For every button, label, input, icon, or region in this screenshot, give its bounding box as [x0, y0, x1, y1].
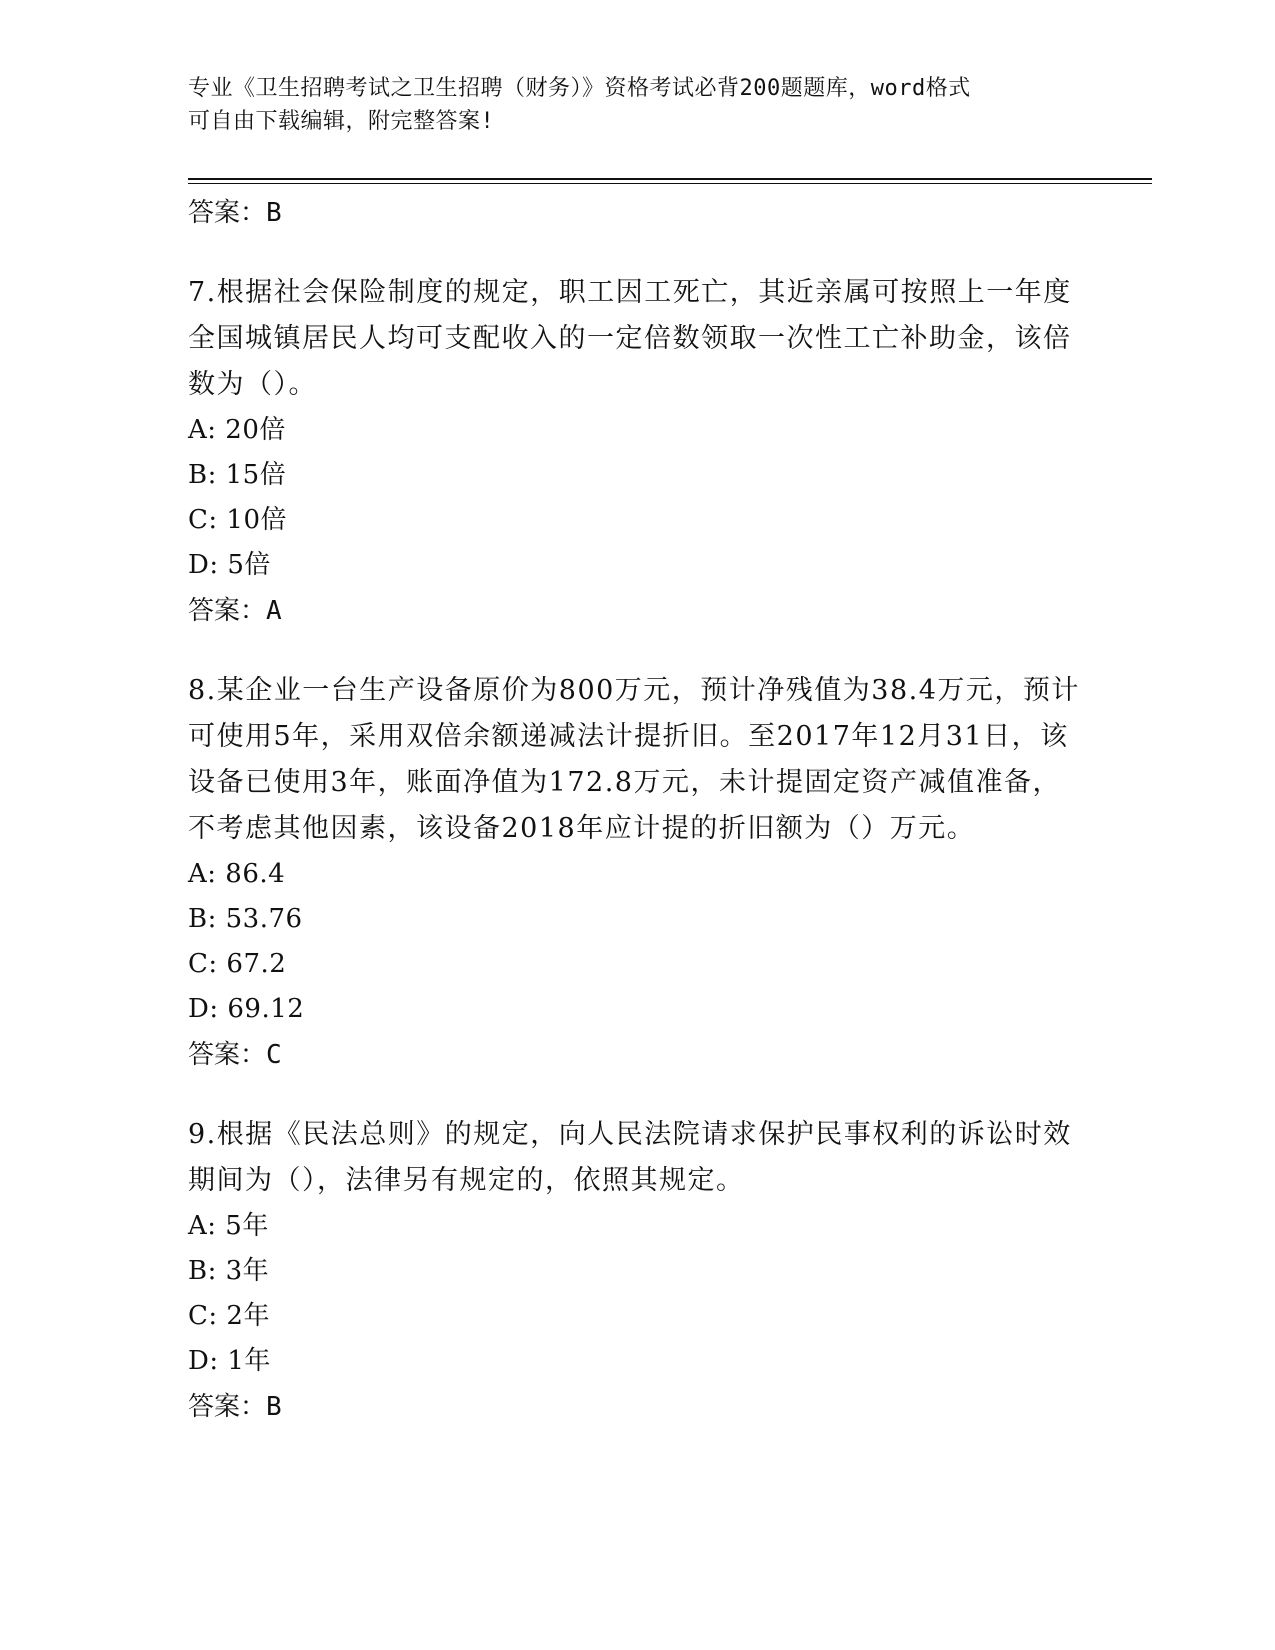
answer: 答案：B — [188, 1392, 282, 1422]
option-c: C: 67.2 — [188, 949, 287, 979]
question-stem: 8.某企业一台生产设备原价为800万元，预计净残值为38.4万元，预计可使用5年，采用双倍余额递减法计提折旧。至2017年12月31日，该设备已使用3年，账面净值为172.8万元，未计提固定资产减值准备，不考虑其他因素，该设备2018年应计提的折旧额为（）万元。 — [188, 675, 1080, 844]
header-divider-thin — [188, 183, 1152, 184]
option-b: B: 53.76 — [188, 904, 303, 934]
header-line-2: 可自由下载编辑，附完整答案! — [188, 109, 495, 134]
option-a: A: 5年 — [188, 1211, 269, 1241]
question-7 — [188, 270, 1088, 634]
question-list — [188, 190, 1088, 1430]
question-stem: 7.根据社会保险制度的规定，职工因工死亡，其近亲属可按照上一年度全国城镇居民人均可支配收入的一定倍数领取一次性工亡补助金，该倍数为（）。 — [188, 277, 1072, 400]
option-a: A: 20倍 — [188, 415, 286, 445]
header-divider-thick — [188, 178, 1152, 180]
question-stem: 9.根据《民法总则》的规定，向人民法院请求保护民事权利的诉讼时效期间为（），法律另有规定的，依照其规定。 — [188, 1119, 1072, 1196]
question-9 — [188, 1112, 1088, 1430]
option-c: C: 10倍 — [188, 505, 288, 535]
option-b: B: 3年 — [188, 1256, 270, 1286]
document-header — [188, 72, 1088, 138]
option-d: D: 5倍 — [188, 550, 271, 580]
option-b: B: 15倍 — [188, 460, 287, 490]
option-c: C: 2年 — [188, 1301, 270, 1331]
answer: 答案：A — [188, 596, 282, 626]
header-line-1: 专业《卫生招聘考试之卫生招聘（财务）》资格考试必背200题题库，word格式 — [188, 76, 971, 101]
question-8 — [188, 668, 1088, 1078]
option-d: D: 69.12 — [188, 994, 305, 1024]
option-d: D: 1年 — [188, 1346, 271, 1376]
option-a: A: 86.4 — [188, 859, 286, 889]
answer: 答案：C — [188, 1040, 282, 1070]
previous-answer: 答案：B — [188, 198, 282, 228]
